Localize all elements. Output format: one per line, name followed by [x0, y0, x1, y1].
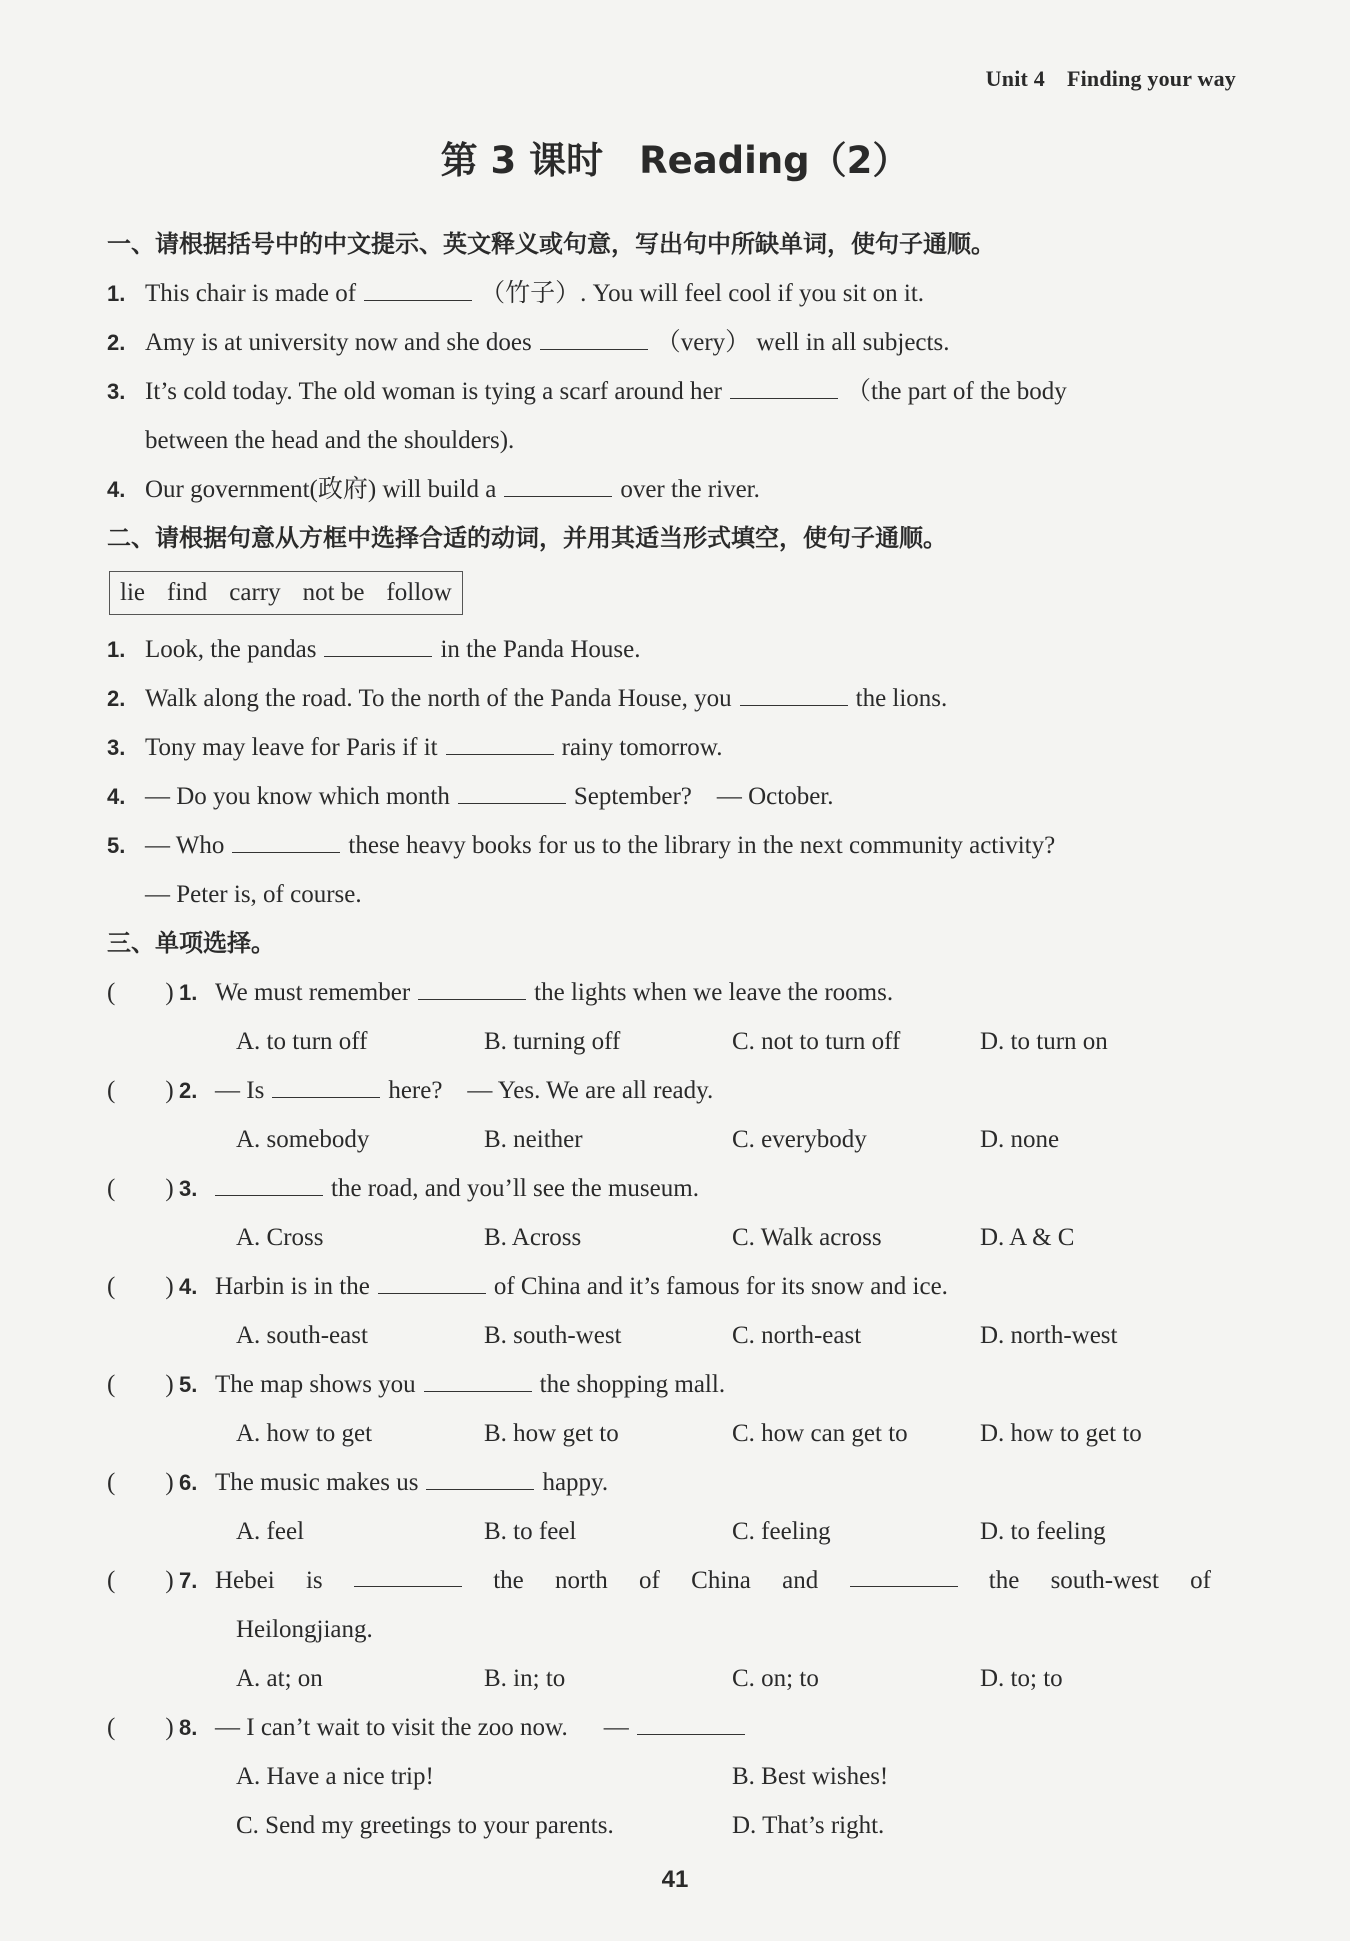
option-c[interactable]: C. on; to: [732, 1665, 819, 1692]
option-c[interactable]: C. Send my greetings to your parents.: [236, 1812, 614, 1839]
question-number: 3.: [107, 735, 126, 760]
s1-question-2: [107, 318, 1237, 367]
answer-bracket[interactable]: ( ): [107, 1175, 174, 1202]
question-text: （the part of the body: [845, 378, 1067, 405]
answer-blank[interactable]: [540, 327, 648, 350]
s2-question-2: [107, 674, 1237, 723]
word-bank-item: lie: [120, 579, 145, 606]
mc-question-8: [107, 1703, 1237, 1752]
option-a[interactable]: A. Cross: [236, 1224, 324, 1251]
unit-title: Finding your way: [1066, 66, 1236, 91]
option-b[interactable]: B. turning off: [484, 1028, 621, 1055]
question-word: China: [691, 1567, 751, 1594]
mc-options-4: [107, 1311, 1237, 1360]
mc-question-7: [107, 1556, 1237, 1605]
mc-question-1: [107, 968, 1237, 1017]
question-number: 4.: [107, 784, 126, 809]
option-c[interactable]: C. north-east: [732, 1322, 862, 1349]
option-d[interactable]: D. to feeling: [980, 1518, 1106, 1545]
question-text: the lights when we leave the rooms.: [534, 979, 894, 1006]
answer-bracket[interactable]: ( ): [107, 1077, 174, 1104]
question-text: here? — Yes. We are all ready.: [388, 1077, 714, 1104]
option-b[interactable]: B. in; to: [484, 1665, 566, 1692]
s2-question-5: [107, 821, 1237, 870]
answer-blank[interactable]: [364, 278, 472, 301]
mc-options-1: [107, 1017, 1237, 1066]
question-number: 4.: [179, 1274, 198, 1299]
answer-blank: [215, 1173, 323, 1196]
mc-question-5: [107, 1360, 1237, 1409]
question-text: — Who: [145, 832, 225, 859]
question-text: —: [603, 1714, 629, 1741]
answer-blank: [426, 1467, 534, 1490]
s1-question-3: [107, 367, 1237, 416]
option-c[interactable]: C. Walk across: [732, 1224, 882, 1251]
question-text: Harbin is in the: [215, 1273, 370, 1300]
option-b[interactable]: B. south-west: [484, 1322, 622, 1349]
question-number: 6.: [179, 1470, 198, 1495]
question-number: 5.: [107, 833, 126, 858]
mc-options-6: [107, 1507, 1237, 1556]
lesson-number: 第 3 课时: [440, 139, 604, 182]
mc-options-8a: [107, 1752, 1237, 1801]
option-a[interactable]: A. south-east: [236, 1322, 368, 1349]
question-word: north: [555, 1567, 608, 1594]
option-d[interactable]: D. how to get to: [980, 1420, 1142, 1447]
answer-blank[interactable]: [740, 683, 848, 706]
question-number: 3.: [179, 1176, 198, 1201]
question-text: the lions.: [855, 685, 948, 712]
question-text: rainy tomorrow.: [561, 734, 723, 761]
s1-question-4: [107, 465, 1237, 514]
mc-options-3: [107, 1213, 1237, 1262]
section2-heading: 二、请根据句意从方框中选择合适的动词，并用其适当形式填空，使句子通顺。: [107, 524, 947, 552]
option-a[interactable]: A. somebody: [236, 1126, 370, 1153]
answer-blank: [272, 1075, 380, 1098]
answer-blank: [637, 1712, 745, 1735]
answer-bracket[interactable]: ( ): [107, 1371, 174, 1398]
mc-question-7-cont: Heilongjiang.: [236, 1616, 373, 1643]
question-text: Walk along the road. To the north of the Panda House, you: [145, 685, 732, 712]
option-a[interactable]: A. at; on: [236, 1665, 323, 1692]
question-text: the shopping mall.: [539, 1371, 726, 1398]
page-title: [0, 130, 1350, 184]
option-d[interactable]: D. north-west: [980, 1322, 1118, 1349]
answer-blank[interactable]: [730, 376, 838, 399]
section1-heading: 一、请根据括号中的中文提示、英文释义或句意，写出句中所缺单词，使句子通顺。: [107, 230, 995, 258]
question-text: happy.: [542, 1469, 609, 1496]
option-c[interactable]: C. how can get to: [732, 1420, 908, 1447]
option-d[interactable]: D. A & C: [980, 1224, 1075, 1251]
answer-bracket[interactable]: ( ): [107, 1273, 174, 1300]
mc-question-3: [107, 1164, 1237, 1213]
option-b[interactable]: B. to feel: [484, 1518, 577, 1545]
word-bank-item: not be: [302, 579, 365, 606]
page-number: 41: [661, 1866, 689, 1893]
answer-blank[interactable]: [324, 634, 432, 657]
mc-options-5: [107, 1409, 1237, 1458]
question-number: 5.: [179, 1372, 198, 1397]
question-word: of: [639, 1567, 660, 1594]
question-number: 2.: [107, 686, 126, 711]
answer-blank: [354, 1556, 462, 1587]
worksheet-content: [107, 220, 1237, 1850]
option-d[interactable]: D. none: [980, 1126, 1060, 1153]
answer-bracket[interactable]: ( ): [107, 979, 174, 1006]
question-text: Amy is at university now and she does: [145, 329, 532, 356]
option-b[interactable]: B. Across: [484, 1224, 582, 1251]
option-b[interactable]: B. how get to: [484, 1420, 619, 1447]
question-text: Tony may leave for Paris if it: [145, 734, 438, 761]
mc-question-4: [107, 1262, 1237, 1311]
question-number: 2.: [179, 1078, 198, 1103]
question-text: Our government(政府) will build a: [145, 476, 497, 503]
question-text: （very） well in all subjects.: [655, 329, 950, 356]
option-d[interactable]: D. That’s right.: [732, 1812, 885, 1839]
question-number: 1.: [179, 980, 198, 1005]
option-a[interactable]: A. how to get: [236, 1420, 373, 1447]
word-bank-item: carry: [229, 579, 281, 606]
question-number: 1.: [107, 637, 126, 662]
question-text: September? — October.: [573, 783, 834, 810]
unit-label: Unit 4: [985, 66, 1045, 91]
question-text: these heavy books for us to the library in the next community activity?: [348, 832, 1056, 859]
mc-options-7: [107, 1654, 1237, 1703]
question-word: of: [1190, 1567, 1211, 1594]
answer-blank[interactable]: [458, 781, 566, 804]
question-word: Hebei: [215, 1567, 275, 1594]
answer-blank: [850, 1556, 958, 1587]
question-number: 8.: [179, 1715, 198, 1740]
answer-blank: [378, 1271, 486, 1294]
question-text: — Do you know which month: [145, 783, 450, 810]
word-bank-item: find: [167, 579, 208, 606]
question-text: It’s cold today. The old woman is tying a scarf around her: [145, 378, 722, 405]
answer-blank[interactable]: [232, 830, 340, 853]
answer-blank[interactable]: [504, 474, 612, 497]
mc-options-2: [107, 1115, 1237, 1164]
running-header: [986, 66, 1236, 92]
question-text: Look, the pandas: [145, 636, 317, 663]
question-text: — Is: [215, 1077, 265, 1104]
section3-heading: 三、单项选择。: [107, 929, 275, 957]
option-c[interactable]: C. everybody: [732, 1126, 867, 1153]
mc-question-2: [107, 1066, 1237, 1115]
question-text: — I can’t wait to visit the zoo now.: [215, 1714, 568, 1741]
option-a[interactable]: A. feel: [236, 1518, 305, 1545]
s1-question-1: [107, 269, 1237, 318]
option-b[interactable]: B. Best wishes!: [732, 1763, 889, 1790]
question-text: of China and it’s famous for its snow and ice.: [493, 1273, 948, 1300]
option-a[interactable]: A. Have a nice trip!: [236, 1763, 434, 1790]
question-number: 7.: [179, 1568, 198, 1593]
s2-question-5-cont: — Peter is, of course.: [145, 881, 362, 908]
question-word: and: [782, 1567, 819, 1594]
answer-blank: [418, 977, 526, 1000]
question-word: south-west: [1050, 1567, 1159, 1594]
option-c[interactable]: C. not to turn off: [732, 1028, 901, 1055]
s2-question-1: [107, 625, 1237, 674]
lesson-topic: Reading（2）: [639, 139, 910, 182]
option-d[interactable]: D. to turn on: [980, 1028, 1108, 1055]
question-text: The map shows you: [215, 1371, 416, 1398]
word-bank-item: follow: [386, 579, 452, 606]
option-c[interactable]: C. feeling: [732, 1518, 831, 1545]
mc-options-8b: [107, 1801, 1237, 1850]
mc-question-6: [107, 1458, 1237, 1507]
answer-bracket[interactable]: ( ): [107, 1567, 174, 1594]
option-a[interactable]: A. to turn off: [236, 1028, 368, 1055]
question-word: the: [988, 1567, 1020, 1594]
answer-bracket[interactable]: ( ): [107, 1714, 174, 1741]
s2-question-4: [107, 772, 1237, 821]
question-number: 1.: [107, 281, 126, 306]
question-text: over the river.: [620, 476, 760, 503]
word-bank: [109, 571, 463, 615]
s2-question-3: [107, 723, 1237, 772]
option-d[interactable]: D. to; to: [980, 1665, 1063, 1692]
s1-question-3-cont: between the head and the shoulders).: [145, 427, 515, 454]
question-text: （竹子）. You will feel cool if you sit on it.: [480, 280, 925, 307]
question-number: 2.: [107, 330, 126, 355]
question-text: the road, and you’ll see the museum.: [331, 1175, 699, 1202]
question-word: is: [305, 1567, 323, 1594]
question-text: This chair is made of: [145, 280, 357, 307]
question-text: We must remember: [215, 979, 411, 1006]
question-number: 4.: [107, 477, 126, 502]
answer-blank[interactable]: [446, 732, 554, 755]
question-text: [215, 1556, 1211, 1605]
answer-blank: [424, 1369, 532, 1392]
question-text: The music makes us: [215, 1469, 419, 1496]
option-b[interactable]: B. neither: [484, 1126, 583, 1153]
question-word: the: [493, 1567, 524, 1594]
answer-bracket[interactable]: ( ): [107, 1469, 174, 1496]
question-text: in the Panda House.: [440, 636, 641, 663]
question-number: 3.: [107, 379, 126, 404]
